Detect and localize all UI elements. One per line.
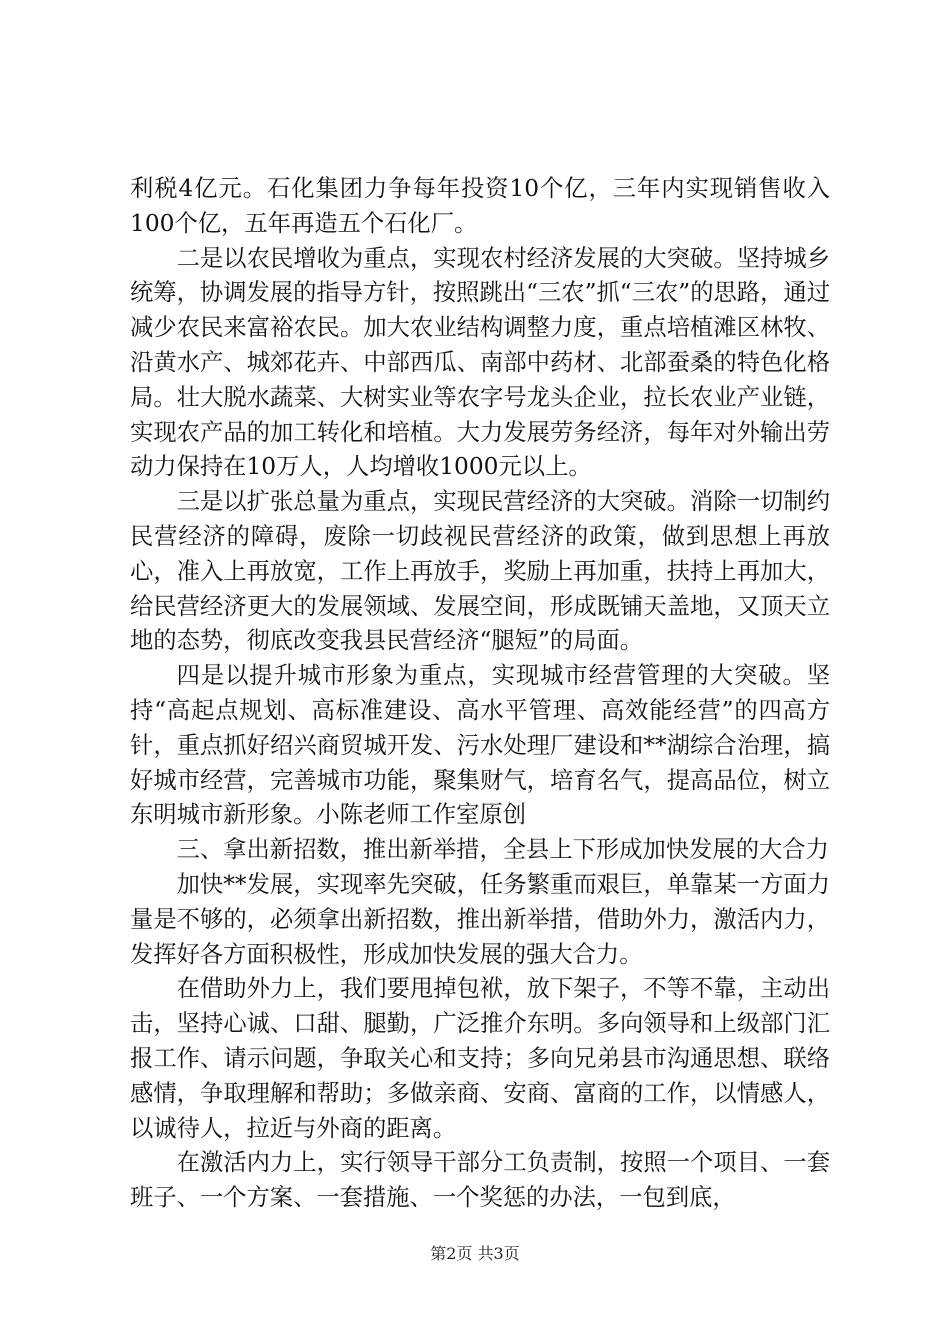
paragraph-joint-force: 加快**发展，实现率先突破，任务繁重而艰巨，单靠某一方面力量是不够的，必须拿出新招数，推出新举措，借助外力，激活内力，发挥好各方面积极性，形成加快发展的强大合力。 — [130, 870, 830, 968]
paragraph-private-economy: 三是以扩张总量为重点，实现民营经济的大突破。消除一切制约民营经济的障碍，废除一切歧视民营经济的政策，做到思想上再放心，准入上再放宽，工作上再放手，奖励上再加重，扶持上再加大，给民营经济更大的发展领域、发展空间，形成既铺天盖地，又顶天立地的态势，彻底改变我县民营经济“腿短”的局面。 — [130, 488, 830, 655]
page-number-footer: 第2页 共3页 — [430, 1244, 520, 1263]
paragraph-internal-force: 在激活内力上，实行领导干部分工负责制，按照一个项目、一套班子、一个方案、一套措施、一个奖惩的办法，一包到底， — [130, 1149, 830, 1212]
document-body — [130, 172, 830, 1216]
paragraph-city-image: 四是以提升城市形象为重点，实现城市经营管理的大突破。坚持“高起点规划、高标准建设、高水平管理、高效能经营”的四高方针，重点抓好绍兴商贸城开发、污水处理厂建设和**湖综合治理，搞好城市经营，完善城市功能，聚集财气，培育名气，提高品位，树立东明城市新形象。小陈老师工作室原创 — [130, 662, 830, 829]
paragraph-external-force: 在借助外力上，我们要甩掉包袱，放下架子，不等不靠，主动出击，坚持心诚、口甜、腿勤，广泛推介东明。多向领导和上级部门汇报工作、请示问题，争取关心和支持；多向兄弟县市沟通思想、联络感情，争取理解和帮助；多做亲商、安商、富商的工作，以情感人，以诚待人，拉近与外商的距离。 — [130, 975, 830, 1142]
paragraph-rural-economy: 二是以农民增收为重点，实现农村经济发展的大突破。坚持城乡统筹，协调发展的指导方针，按照跳出“三农”抓“三农”的思路，通过减少农民来富裕农民。加大农业结构调整力度，重点培植滩区林牧、沿黄水产、城郊花卉、中部西瓜、南部中药材、北部蚕桑的特色化格局。壮大脱水蔬菜、大树实业等农字号龙头企业，拉长农业产业链，实现农产品的加工转化和培植。大力发展劳务经济，每年对外输出劳动力保持在10万人，人均增收1000元以上。 — [130, 244, 830, 481]
paragraph-continuation: 利税4亿元。石化集团力争每年投资10个亿，三年内实现销售收入100个亿，五年再造五个石化厂。 — [130, 175, 830, 237]
section-heading-three: 三、拿出新招数，推出新举措，全县上下形成加快发展的大合力 — [176, 836, 829, 864]
